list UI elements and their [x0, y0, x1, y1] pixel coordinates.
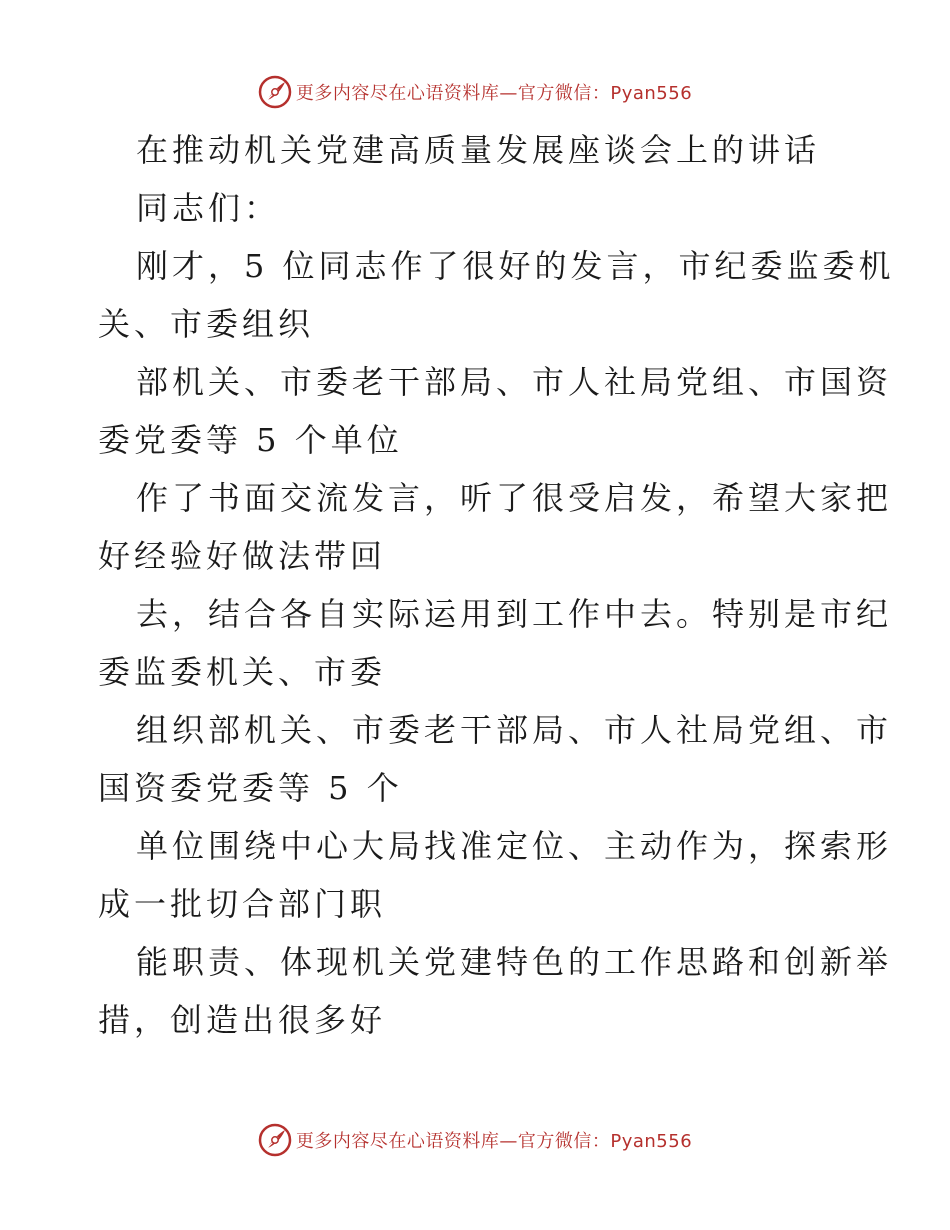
- paragraph-line: 国资委党委等 5 个: [98, 769, 403, 807]
- header-banner: [0, 70, 950, 114]
- footer-banner-text: 更多内容尽在心语资料库—官方微信：Pyan556: [295, 1131, 693, 1152]
- salutation: 同志们：: [136, 189, 281, 227]
- paragraph-line: 去，结合各自实际运用到工作中去。特别是市纪: [136, 595, 893, 633]
- header-banner-text: 更多内容尽在心语资料库—官方微信：Pyan556: [295, 83, 693, 104]
- feather-pen-logo-icon: [258, 75, 292, 109]
- paragraph-line: 关、市委组织: [98, 305, 315, 343]
- paragraph-line: 措，创造出很多好: [98, 1001, 387, 1039]
- paragraph-line: 成一批切合部门职: [98, 885, 387, 923]
- footer-banner: [0, 1118, 950, 1162]
- paragraph-line: 能职责、体现机关党建特色的工作思路和创新举: [136, 943, 893, 981]
- paragraph-line: 委监委机关、市委: [98, 653, 387, 691]
- paragraph-line: 委党委等 5 个单位: [98, 421, 403, 459]
- paragraph-line: 作了书面交流发言，听了很受启发，希望大家把: [136, 479, 893, 517]
- paragraph-line: 单位围绕中心大局找准定位、主动作为，探索形: [136, 827, 893, 865]
- document-title: 在推动机关党建高质量发展座谈会上的讲话: [136, 131, 821, 169]
- paragraph-line: 部机关、市委老干部局、市人社局党组、市国资: [136, 363, 893, 401]
- paragraph-line: 好经验好做法带回: [98, 537, 387, 575]
- paragraph-line: 组织部机关、市委老干部局、市人社局党组、市: [136, 711, 893, 749]
- paragraph-line: 刚才，5 位同志作了很好的发言，市纪委监委机: [136, 247, 895, 285]
- feather-pen-logo-icon: [258, 1123, 292, 1157]
